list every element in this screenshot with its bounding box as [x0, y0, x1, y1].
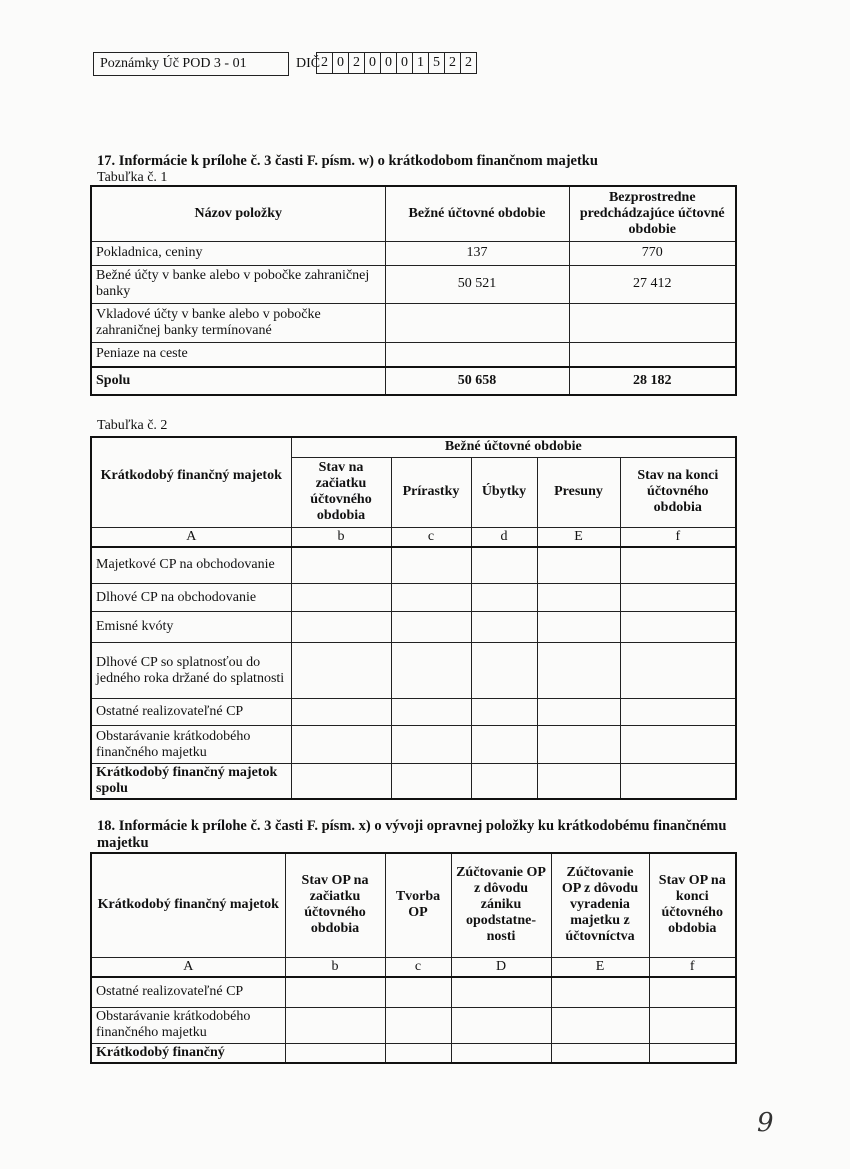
row-name: Majetkové CP na obchodovanie: [91, 547, 291, 584]
letter-f: f: [620, 527, 736, 547]
row-current: 137: [385, 241, 569, 265]
letter-d: D: [451, 957, 551, 977]
dic-label: DIČ: [296, 56, 321, 71]
table-row: [91, 547, 736, 584]
dic-digit: 2: [460, 53, 476, 73]
table-1: [90, 185, 737, 396]
table2-header-end: Stav na konci účtovného obdobia: [620, 457, 736, 527]
table-row: [91, 699, 736, 726]
section-18-title: 18. Informácie k prílohe č. 3 časti F. písm. x) o vývoji opravnej položky ku krátkodobému finančnému majetku: [97, 818, 727, 851]
dic-digit: 2: [321, 55, 328, 70]
letter-b: b: [285, 957, 385, 977]
table-2: [90, 436, 737, 800]
total-previous: 28 182: [569, 367, 736, 395]
letter-e: E: [537, 527, 620, 547]
letter-a: A: [91, 957, 285, 977]
table2-label: Tabuľka č. 2: [97, 418, 168, 433]
row-name: Emisné kvóty: [91, 612, 291, 643]
table-row: [91, 612, 736, 643]
letter-f: f: [649, 957, 736, 977]
dic-digit: 0: [332, 53, 348, 73]
letter-d: d: [471, 527, 537, 547]
row-name: Vkladové účty v banke alebo v pobočke zahraničnej banky termínované: [91, 303, 385, 342]
page-number: 9: [757, 1108, 774, 1138]
table-row: [91, 643, 736, 699]
total-name: Krátkodobý finančný: [91, 1043, 285, 1063]
dic-digit: 2: [444, 53, 460, 73]
section-17-title: 17. Informácie k prílohe č. 3 časti F. písm. w) o krátkodobom finančnom majetku: [97, 153, 598, 169]
dic-digit: 0: [396, 53, 412, 73]
row-previous: [569, 303, 736, 342]
notes-label: Poznámky Úč POD 3 - 01: [100, 56, 247, 71]
letter-b: b: [291, 527, 391, 547]
row-previous: 27 412: [569, 265, 736, 303]
row-name: Obstarávanie krátkodobého finančného majetku: [91, 1007, 285, 1043]
total-row: [91, 367, 736, 395]
total-name: Spolu: [91, 367, 385, 395]
row-name: Ostatné realizovateľné CP: [91, 977, 285, 1007]
row-name: Pokladnica, ceniny: [91, 241, 385, 265]
row-current: 50 521: [385, 265, 569, 303]
row-name: Dlhové CP na obchodovanie: [91, 584, 291, 612]
table2-first-col-label: Krátkodobý finančný majetok: [100, 468, 282, 483]
total-name: Krátkodobý finančný majetok spolu: [91, 764, 291, 800]
table3-header-settle-disposal: Zúčtovanie OP z dôvodu vyradenia majetku z účtovníctva: [551, 853, 649, 957]
row-current: [385, 303, 569, 342]
dic-digit: 0: [364, 53, 380, 73]
total-row: [91, 764, 736, 800]
table1-header-current: Bežné účtovné obdobie: [385, 186, 569, 241]
table-row: [91, 584, 736, 612]
notes-label-box: [93, 52, 289, 76]
dic-digits-box: [316, 52, 477, 74]
row-name: Ostatné realizovateľné CP: [91, 699, 291, 726]
row-previous: [569, 342, 736, 367]
total-row: [91, 1043, 736, 1063]
row-current: [385, 342, 569, 367]
dic-digit: 2: [348, 53, 364, 73]
table2-header-decrease: Úbytky: [471, 457, 537, 527]
letter-c: c: [385, 957, 451, 977]
table-row: [91, 1007, 736, 1043]
table2-group-header: Bežné účtovné obdobie: [291, 437, 736, 457]
table2-header-transfer: Presuny: [537, 457, 620, 527]
table2-header-start: Stav na začiatku účtovného obdobia: [291, 457, 391, 527]
letter-e: E: [551, 957, 649, 977]
table-3: [90, 852, 737, 1064]
table-row: [91, 241, 736, 265]
row-name: Bežné účty v banke alebo v pobočke zahraničnej banky: [91, 265, 385, 303]
letter-c: c: [391, 527, 471, 547]
table1-header-previous: Bezprostredne predchádzajúce účtovné obdobie: [569, 186, 736, 241]
row-name: Obstarávanie krátkodobého finančného majetku: [91, 726, 291, 764]
dic-digit: 0: [380, 53, 396, 73]
table3-header-creation: Tvorba OP: [385, 853, 451, 957]
table-row: [91, 726, 736, 764]
table1-header-name: Názov položky: [91, 186, 385, 241]
table2-first-col-header: [91, 437, 291, 527]
table-row: [91, 265, 736, 303]
table-row: [91, 303, 736, 342]
dic-digit: 5: [428, 53, 444, 73]
row-previous: 770: [569, 241, 736, 265]
table3-header-start: Stav OP na začiatku účtovného obdobia: [285, 853, 385, 957]
table3-header-end: Stav OP na konci účtovného obdobia: [649, 853, 736, 957]
row-name: Dlhové CP so splatnosťou do jedného roka držané do splatnosti: [91, 643, 291, 699]
dic-digit: 1: [412, 53, 428, 73]
row-name: Peniaze na ceste: [91, 342, 385, 367]
letter-a: A: [91, 527, 291, 547]
table1-label: Tabuľka č. 1: [97, 170, 168, 185]
table3-first-col-header: Krátkodobý finančný majetok: [91, 853, 285, 957]
table-row: [91, 342, 736, 367]
total-current: 50 658: [385, 367, 569, 395]
table3-header-settle-reason: Zúčtovanie OP z dôvodu zániku opodstatne-nosti: [451, 853, 551, 957]
table2-header-increase: Prírastky: [391, 457, 471, 527]
table-row: [91, 977, 736, 1007]
